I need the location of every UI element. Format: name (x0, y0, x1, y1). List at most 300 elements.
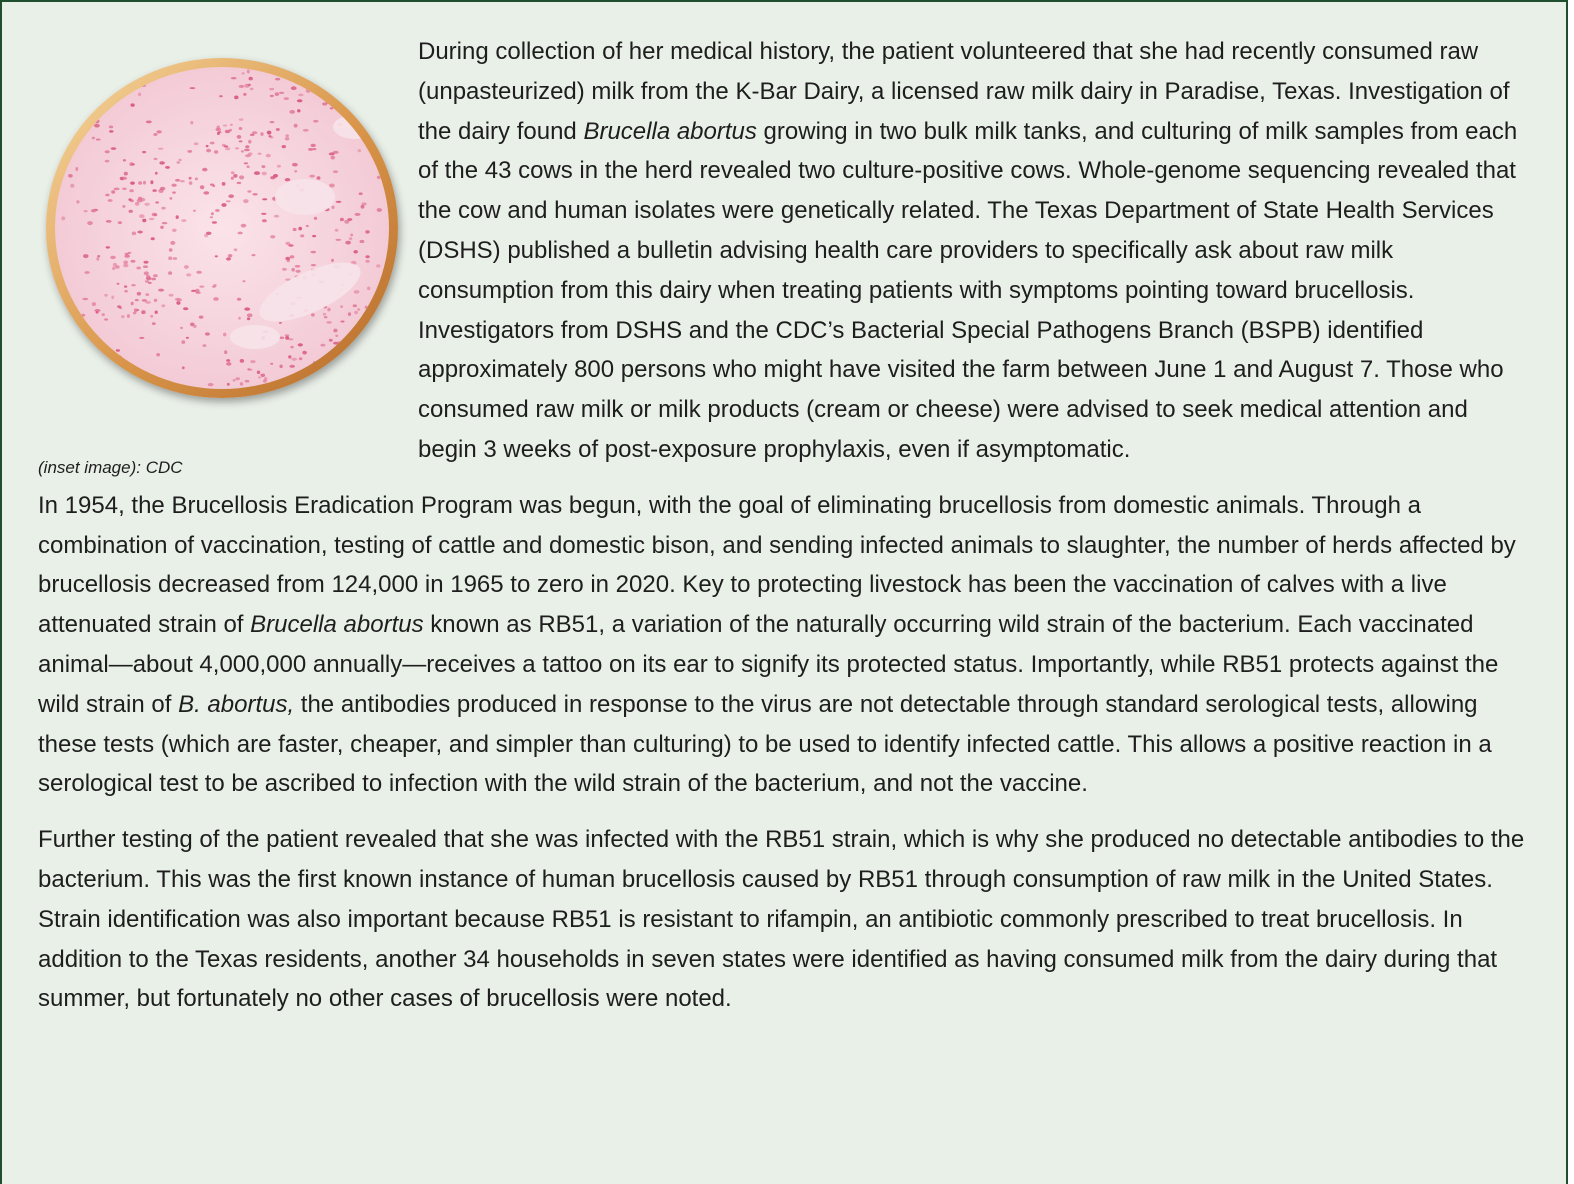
stained-cell (94, 119, 100, 123)
stained-cell (131, 103, 135, 106)
stained-cell (135, 202, 139, 206)
stained-cell (160, 75, 164, 78)
stained-cell (105, 375, 111, 377)
stained-cell (274, 215, 279, 218)
stained-cell (226, 257, 231, 260)
stained-cell (329, 369, 333, 372)
stained-cell (155, 201, 159, 203)
stained-cell (158, 148, 164, 150)
stained-cell (298, 343, 303, 346)
stained-cell (261, 213, 266, 215)
stained-cell (285, 334, 289, 336)
stained-cell (239, 127, 243, 130)
stained-cell (150, 180, 153, 184)
stained-cell (160, 226, 164, 229)
stained-cell (313, 361, 316, 365)
stained-cell (231, 171, 235, 174)
stained-cell (297, 109, 300, 112)
stained-cell (61, 216, 65, 220)
stained-cell (114, 354, 119, 356)
stained-cell (206, 149, 211, 153)
stained-cell (279, 365, 282, 369)
stained-cell (83, 127, 89, 131)
stained-cell (184, 265, 189, 269)
stained-cell (208, 383, 214, 386)
stained-cell (279, 322, 282, 324)
stained-cell (347, 359, 353, 361)
stained-cell (104, 318, 108, 320)
stained-cell (70, 184, 74, 188)
stained-cell (158, 289, 164, 292)
stained-cell (151, 237, 155, 240)
stained-cell (226, 359, 230, 362)
stained-cell (365, 255, 369, 258)
stained-cell (128, 198, 131, 201)
stained-cell (245, 380, 250, 383)
stained-cell (152, 213, 157, 216)
stained-cell (317, 176, 321, 180)
stained-cell (210, 216, 213, 218)
stained-cell (320, 344, 325, 347)
stained-cell (156, 130, 161, 133)
stained-cell (111, 190, 115, 193)
stained-cell (135, 299, 139, 301)
stained-cell (134, 308, 138, 312)
stained-cell (329, 184, 335, 188)
stained-cell (370, 67, 374, 69)
stained-cell (298, 94, 303, 97)
stained-cell (311, 144, 316, 147)
bacteria-micrograph-image (55, 67, 389, 389)
stained-cell (292, 163, 298, 167)
stained-cell (255, 386, 258, 388)
stained-cell (61, 140, 65, 142)
stained-cell (245, 154, 251, 157)
stained-cell (289, 365, 295, 368)
stained-cell (122, 177, 127, 180)
stained-cell (384, 103, 388, 106)
stained-cell (252, 254, 256, 256)
stained-cell (95, 309, 101, 312)
stained-cell (321, 84, 326, 86)
stained-cell (270, 95, 274, 97)
stained-cell (293, 228, 297, 231)
stained-cell (262, 198, 267, 200)
stained-cell (217, 132, 220, 135)
stained-cell (113, 263, 117, 267)
stained-cell (233, 174, 237, 178)
stained-cell (215, 128, 221, 131)
stained-cell (329, 152, 335, 155)
stained-cell (363, 366, 368, 369)
stained-cell (270, 121, 275, 123)
stained-cell (103, 76, 107, 79)
stained-cell (275, 92, 280, 96)
stained-cell (191, 290, 196, 292)
stained-cell (354, 250, 358, 253)
stained-cell (193, 325, 196, 328)
stained-cell (106, 246, 110, 248)
stained-cell (258, 376, 261, 378)
stained-cell (131, 260, 136, 263)
stained-cell (252, 131, 258, 134)
stained-cell (109, 126, 113, 129)
stained-cell (186, 273, 191, 276)
stained-cell (261, 374, 266, 377)
stained-cell (367, 287, 370, 291)
stained-cell (272, 383, 277, 387)
stained-cell (306, 225, 309, 227)
stained-cell (303, 129, 309, 132)
stained-cell (332, 206, 335, 209)
stained-cell (55, 334, 57, 336)
stained-cell (161, 304, 165, 307)
stained-cell (362, 318, 366, 322)
stained-cell (288, 355, 291, 358)
stained-cell (260, 132, 263, 136)
stained-cell (306, 89, 311, 93)
stained-cell (247, 313, 253, 317)
stained-cell (294, 374, 298, 376)
stained-cell (121, 315, 124, 318)
stained-cell (111, 296, 114, 300)
stained-cell (215, 209, 220, 212)
stained-cell (117, 305, 121, 308)
stained-cell (368, 331, 372, 334)
stained-cell (153, 274, 158, 277)
stained-cell (270, 363, 273, 365)
stained-cell (244, 307, 250, 310)
stained-cell (295, 265, 301, 268)
stained-cell (239, 140, 243, 142)
stained-cell (275, 78, 280, 81)
stained-cell (362, 342, 367, 345)
stained-cell (290, 346, 294, 349)
stained-cell (282, 268, 287, 271)
stained-cell (152, 322, 156, 325)
stained-cell (124, 290, 128, 293)
stained-cell (333, 329, 337, 333)
stained-cell (138, 181, 142, 185)
stained-cell (102, 313, 105, 316)
stained-cell (132, 232, 136, 236)
stained-cell (266, 154, 271, 158)
stained-cell (122, 188, 127, 190)
stained-cell (333, 342, 339, 345)
stained-cell (308, 148, 313, 151)
stained-cell (352, 340, 357, 342)
stained-cell (291, 268, 295, 272)
stained-cell (110, 256, 116, 259)
stained-cell (244, 84, 250, 88)
stained-cell (358, 149, 361, 152)
stained-cell (324, 316, 328, 318)
stained-cell (81, 314, 85, 317)
stained-cell (142, 151, 146, 153)
stained-cell (375, 344, 380, 346)
stained-cell (377, 341, 380, 345)
stained-cell (112, 380, 117, 383)
stained-cell (181, 340, 185, 344)
stained-cell (237, 182, 242, 184)
stained-cell (311, 264, 316, 266)
stained-cell (315, 80, 318, 82)
stained-cell (139, 214, 145, 218)
stained-cell (231, 77, 237, 79)
stained-cell (340, 321, 344, 323)
stained-cell (364, 371, 367, 374)
text-run: Further testing of the patient revealed that she was infected with the RB51 strain, which is why she produced no detectable antibodies to the bacterium. This was the first known instance of human brucellosis caused by RB51 through consumption of raw milk in the United States. Strain identification was also important because RB51 is resistant to rifampin, an antibiotic commonly prescribed to treat brucellosis. In addition to the Texas residents, another 34 households in seven states were identified as having consumed milk from the dairy during that summer, but fortunately no other cases of brucellosis were noted. (38, 826, 1525, 1013)
stained-cell (225, 130, 230, 134)
stained-cell (240, 359, 244, 363)
stained-cell (247, 190, 251, 192)
stained-cell (143, 265, 148, 268)
micrograph-frame (46, 58, 398, 398)
stained-cell (153, 133, 157, 136)
stained-cell (139, 337, 144, 339)
stained-cell (138, 93, 141, 97)
stained-cell (241, 224, 247, 228)
stained-cell (189, 177, 192, 180)
stained-cell (144, 372, 149, 375)
stained-cell (213, 284, 216, 287)
stained-cell (169, 294, 174, 297)
italic-term: B. abortus, (178, 690, 295, 718)
stained-cell (289, 381, 292, 383)
stained-cell (108, 199, 113, 202)
stained-cell (159, 161, 165, 164)
stained-cell (365, 306, 368, 309)
stained-cell (238, 232, 243, 235)
stained-cell (302, 351, 307, 355)
stained-cell (196, 271, 202, 274)
stained-cell (176, 215, 179, 219)
stained-cell (82, 332, 86, 335)
stained-cell (267, 131, 272, 135)
stained-cell (278, 384, 282, 387)
stained-cell (187, 150, 192, 153)
stained-cell (376, 264, 380, 267)
stained-cell (176, 301, 180, 305)
stained-cell (68, 174, 73, 178)
stained-cell (189, 181, 193, 185)
text-run: known as RB51, a variation of the naturally occurring wild strain of the bacterium. Each vaccinated animal—about 4,000,000 annually—receives a tattoo on its ear to signify its protected status. Importantly, while RB51 protects against the wild strain of (38, 611, 1499, 718)
stained-cell (294, 124, 298, 128)
stained-cell (247, 368, 250, 370)
stained-cell (151, 278, 156, 281)
stained-cell (168, 256, 172, 260)
stained-cell (146, 121, 152, 124)
stained-cell (222, 144, 226, 147)
stained-cell (228, 254, 233, 258)
stained-cell (250, 134, 255, 136)
stained-cell (348, 312, 351, 316)
stained-cell (136, 267, 141, 270)
stained-cell (194, 142, 199, 145)
stained-cell (342, 69, 347, 72)
stained-cell (347, 218, 352, 221)
stained-cell (154, 158, 158, 160)
stained-cell (121, 91, 124, 95)
stained-cell (264, 377, 267, 381)
stained-cell (248, 140, 251, 144)
stained-cell (327, 308, 330, 312)
stained-cell (262, 172, 267, 176)
stained-cell (226, 200, 231, 202)
stained-cell (280, 379, 284, 381)
stained-cell (312, 235, 316, 237)
stained-cell (199, 316, 204, 319)
stained-cell (372, 106, 375, 109)
stained-cell (359, 354, 364, 358)
stained-cell (262, 219, 267, 222)
stained-cell (273, 174, 278, 178)
stained-cell (152, 189, 156, 192)
stained-cell (247, 165, 250, 168)
stained-cell (288, 338, 294, 340)
stained-cell (173, 257, 178, 260)
stained-cell (186, 337, 189, 339)
stained-cell (143, 181, 146, 185)
stained-cell (239, 118, 244, 120)
stained-cell (200, 185, 205, 189)
stained-cell (123, 264, 128, 267)
stained-cell (309, 175, 315, 178)
stained-cell (244, 162, 248, 164)
italic-term: Brucella abortus (250, 611, 424, 639)
stained-cell (63, 102, 68, 106)
stained-cell (92, 137, 95, 140)
stained-cell (289, 110, 295, 114)
stained-cell (270, 235, 275, 238)
stained-cell (233, 379, 236, 382)
stained-cell (236, 377, 240, 380)
stained-cell (318, 365, 323, 369)
stained-cell (91, 209, 96, 212)
stained-cell (117, 89, 122, 92)
stained-cell (212, 221, 217, 223)
stained-cell (131, 302, 134, 305)
stained-cell (75, 142, 79, 145)
stained-cell (285, 178, 291, 181)
stained-cell (243, 280, 246, 282)
stained-cell (137, 292, 141, 296)
article-body (38, 32, 1532, 1019)
stained-cell (96, 257, 99, 261)
stained-cell (249, 77, 253, 81)
stained-cell (365, 260, 369, 263)
stained-cell (362, 353, 367, 356)
stained-cell (288, 244, 293, 246)
stained-cell (262, 165, 266, 168)
stained-cell (299, 357, 303, 360)
stained-cell (306, 87, 309, 89)
stained-cell (96, 139, 101, 141)
stained-cell (127, 314, 130, 318)
stained-cell (141, 310, 145, 314)
stained-cell (84, 271, 89, 274)
stained-cell (97, 255, 100, 257)
stained-cell (193, 210, 196, 212)
stained-cell (104, 294, 108, 297)
stained-cell (345, 241, 351, 245)
stained-cell (311, 313, 315, 316)
stained-cell (131, 284, 135, 286)
stained-cell (250, 88, 254, 90)
stained-cell (124, 285, 127, 287)
stained-cell (204, 234, 208, 237)
stained-cell (205, 332, 210, 335)
stained-cell (223, 333, 226, 337)
stained-cell (146, 275, 150, 277)
stained-cell (179, 159, 182, 161)
stained-cell (348, 367, 353, 371)
stained-cell (160, 187, 166, 191)
stained-cell (183, 307, 188, 310)
stained-cell (241, 150, 244, 152)
stained-cell (361, 205, 365, 209)
stained-cell (385, 317, 389, 321)
stained-cell (161, 207, 165, 210)
stained-cell (105, 150, 110, 153)
stained-cell (105, 194, 109, 197)
stained-cell (112, 267, 115, 270)
stained-cell (234, 248, 238, 251)
stained-cell (144, 261, 149, 264)
stained-cell (225, 147, 230, 150)
stained-cell (105, 160, 110, 163)
stained-cell (124, 172, 128, 176)
stained-cell (340, 218, 344, 222)
stained-cell (102, 359, 106, 361)
stained-cell (195, 178, 198, 181)
stained-cell (141, 84, 146, 87)
stained-cell (128, 382, 132, 386)
stained-cell (291, 358, 297, 361)
stained-cell (377, 176, 381, 179)
stained-cell (211, 212, 214, 215)
stained-cell (285, 137, 290, 140)
stained-cell (240, 382, 243, 386)
stained-cell (87, 221, 93, 225)
stained-cell (55, 132, 58, 134)
stained-cell (117, 283, 120, 285)
stained-cell (109, 130, 113, 133)
figure-credit-caption: (inset image): CDC (38, 458, 183, 477)
stained-cell (155, 172, 158, 175)
stained-cell (291, 86, 297, 90)
stained-cell (257, 371, 260, 375)
stained-cell (182, 366, 185, 369)
stained-cell (296, 270, 301, 273)
stained-cell (359, 358, 364, 362)
stained-cell (269, 135, 272, 137)
stained-cell (154, 299, 157, 302)
stained-cell (335, 335, 338, 337)
stained-cell (156, 353, 160, 356)
text-run: During collection of her medical history, the patient volunteered that she had recently consumed raw (unpasteurized) milk from the K-Bar Dairy, a licensed raw milk dairy in Paradise, Texas. Investigation of the dairy found (418, 38, 1510, 145)
text-run: growing in two bulk milk tanks, and culturing of milk samples from each of the 43 cows in the herd revealed two culture-positive cows. Whole-genome sequencing revealed that the cow and human isolates were genetically related. The Texas Department of State Health Services (DSHS) published a bulletin advising health care providers to specifically ask about raw milk consumption from this dairy when treating patients with symptoms pointing toward brucellosis. Investigators from DSHS and the CDC’s Bacterial Special Pathogens Branch (BSPB) identified approximately 800 persons who might have visited the farm between June 1 and August 7. Those who consumed raw milk or milk products (cream or cheese) were advised to seek medical attention and begin 3 weeks of post-exposure prophylaxis, even if asymptomatic. (418, 117, 1518, 463)
stained-cell (123, 159, 126, 161)
stained-cell (313, 120, 318, 123)
stained-cell (282, 145, 286, 148)
stained-cell (118, 221, 122, 224)
stained-cell (170, 241, 175, 245)
stained-cell (83, 254, 89, 258)
stained-cell (331, 259, 334, 262)
stained-cell (94, 124, 100, 128)
stained-cell (385, 304, 390, 307)
